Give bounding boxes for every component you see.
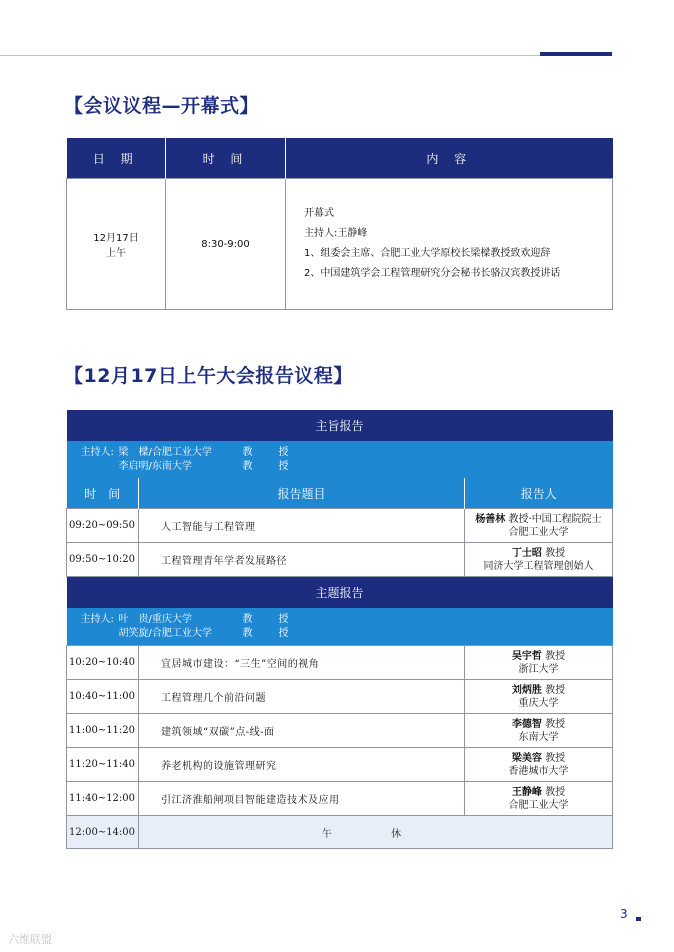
reports-agenda-table xyxy=(66,410,613,849)
speaker-name: 王静峰 xyxy=(511,786,542,798)
row-time: 11:00~11:20 xyxy=(67,714,139,748)
speaker-affiliation: 东南大学 xyxy=(518,731,559,743)
speaker-name: 梁美容 xyxy=(511,752,542,764)
keynote-hosts-row xyxy=(67,441,613,478)
host-line xyxy=(81,460,613,474)
header-time: 时 间 xyxy=(166,138,286,179)
row-time: 10:40~11:00 xyxy=(67,680,139,714)
host-prefix: 主持人: xyxy=(80,613,114,625)
host-title: 教 授 xyxy=(242,613,297,625)
row-speaker xyxy=(465,714,613,748)
theme-hosts xyxy=(67,608,613,646)
host-name: 梁 樑/合肥工业大学 xyxy=(118,446,212,458)
row-time: 09:50~10:20 xyxy=(67,543,139,577)
row-topic: 养老机构的设施管理研究 xyxy=(139,748,465,782)
keynote-band xyxy=(67,410,613,441)
col-header-topic: 报告题目 xyxy=(139,478,465,509)
row-topic: 建筑领域“双碳”点-线-面 xyxy=(139,714,465,748)
speaker-affiliation: 合肥工业大学 xyxy=(508,799,569,811)
row-time: 11:40~12:00 xyxy=(67,782,139,816)
opening-date-cell xyxy=(67,179,166,310)
section-title-morning-reports: 【12月17日上午大会报告议程】 xyxy=(64,365,353,387)
row-speaker xyxy=(465,543,613,577)
opening-content-line: 开幕式 xyxy=(304,208,334,219)
theme-hosts-row xyxy=(67,608,613,646)
speaker-title: 教授 xyxy=(545,650,566,662)
opening-date: 12月17日 xyxy=(93,233,139,244)
row-topic: 宜居城市建设：“三生”空间的视角 xyxy=(139,646,465,680)
header-date: 日 期 xyxy=(67,138,166,179)
speaker-title: 教授 xyxy=(545,547,566,559)
row-topic: 工程管理青年学者发展路径 xyxy=(139,543,465,577)
speaker-affiliation: 重庆大学 xyxy=(518,697,559,709)
col-header-time: 时 间 xyxy=(67,478,139,509)
row-speaker xyxy=(465,782,613,816)
row-topic: 工程管理几个前沿问题 xyxy=(139,680,465,714)
speaker-name: 杨善林 xyxy=(475,513,506,525)
speaker-name: 李德智 xyxy=(511,718,542,730)
opening-content-line: 1、组委会主席、合肥工业大学原校长梁樑教授致欢迎辞 xyxy=(304,248,551,259)
opening-agenda-table xyxy=(66,138,613,310)
speaker-affiliation: 香港城市大学 xyxy=(508,765,569,777)
table-row xyxy=(67,509,613,543)
page-number-mark xyxy=(636,917,641,921)
speaker-title: 教授 xyxy=(545,684,566,696)
opening-row xyxy=(67,179,613,310)
section-title-opening: 【会议议程—开幕式】 xyxy=(64,95,260,117)
col-header-speaker: 报告人 xyxy=(465,478,613,509)
speaker-name: 丁士昭 xyxy=(511,547,542,559)
theme-band xyxy=(67,577,613,609)
row-time: 09:20~09:50 xyxy=(67,509,139,543)
opening-content-cell xyxy=(286,179,613,310)
speaker-affiliation: 中国工程院院士 xyxy=(531,513,602,525)
host-line xyxy=(81,446,613,460)
speaker-title: 教授 xyxy=(508,513,529,525)
opening-header-row xyxy=(67,138,613,179)
row-time: 11:20~11:40 xyxy=(67,748,139,782)
row-speaker xyxy=(465,680,613,714)
header-rule xyxy=(0,55,612,56)
table-row xyxy=(67,782,613,816)
table-row xyxy=(67,646,613,680)
keynote-label: 主旨报告 xyxy=(67,410,613,441)
speaker-title: 教授 xyxy=(545,786,566,798)
header-content: 内 容 xyxy=(286,138,613,179)
keynote-hosts xyxy=(67,441,613,478)
row-time: 10:20~10:40 xyxy=(67,646,139,680)
table-row xyxy=(67,543,613,577)
host-title: 教 授 xyxy=(242,460,297,472)
theme-label: 主题报告 xyxy=(67,577,613,609)
header-accent-bar xyxy=(540,52,612,56)
row-speaker xyxy=(465,748,613,782)
host-line xyxy=(81,613,613,627)
opening-period: 上午 xyxy=(106,248,126,259)
row-topic: 人工智能与工程管理 xyxy=(139,509,465,543)
opening-time: 8:30-9:00 xyxy=(166,179,286,310)
host-prefix: 主持人: xyxy=(80,446,114,458)
row-speaker: 杨善林 教授·中国工程院院士 合肥工业大学 xyxy=(465,509,613,543)
host-name: 胡笑旋/合肥工业大学 xyxy=(118,627,212,639)
host-title: 教 授 xyxy=(242,446,297,458)
speaker-name: 吴宇哲 xyxy=(511,650,542,662)
column-header-row xyxy=(67,478,613,509)
speaker-title: 教授 xyxy=(545,718,566,730)
speaker-affiliation: 同济大学工程管理创始人 xyxy=(483,560,594,572)
lunch-label: 午 休 xyxy=(139,816,613,849)
table-row xyxy=(67,680,613,714)
host-name: 叶 贵/重庆大学 xyxy=(118,613,192,625)
host-name: 李启明/东南大学 xyxy=(118,460,192,472)
opening-content-line: 主持人:王静峰 xyxy=(304,228,368,239)
speaker-title: 教授 xyxy=(545,752,566,764)
speaker-affiliation: 合肥工业大学 xyxy=(508,526,569,538)
opening-content-line: 2、中国建筑学会工程管理研究分会秘书长骆汉宾教授讲话 xyxy=(304,268,561,279)
row-speaker xyxy=(465,646,613,680)
watermark-logo: 六维联盟 xyxy=(8,933,52,946)
page-number: 3 xyxy=(620,907,628,921)
row-topic: 引江济淮船闸项目智能建造技术及应用 xyxy=(139,782,465,816)
table-row xyxy=(67,748,613,782)
host-title: 教 授 xyxy=(242,627,297,639)
lunch-row xyxy=(67,816,613,849)
speaker-affiliation: 浙江大学 xyxy=(518,663,559,675)
lunch-time: 12:00~14:00 xyxy=(67,816,139,849)
host-line xyxy=(81,627,613,641)
table-row xyxy=(67,714,613,748)
speaker-name: 刘炳胜 xyxy=(511,684,542,696)
